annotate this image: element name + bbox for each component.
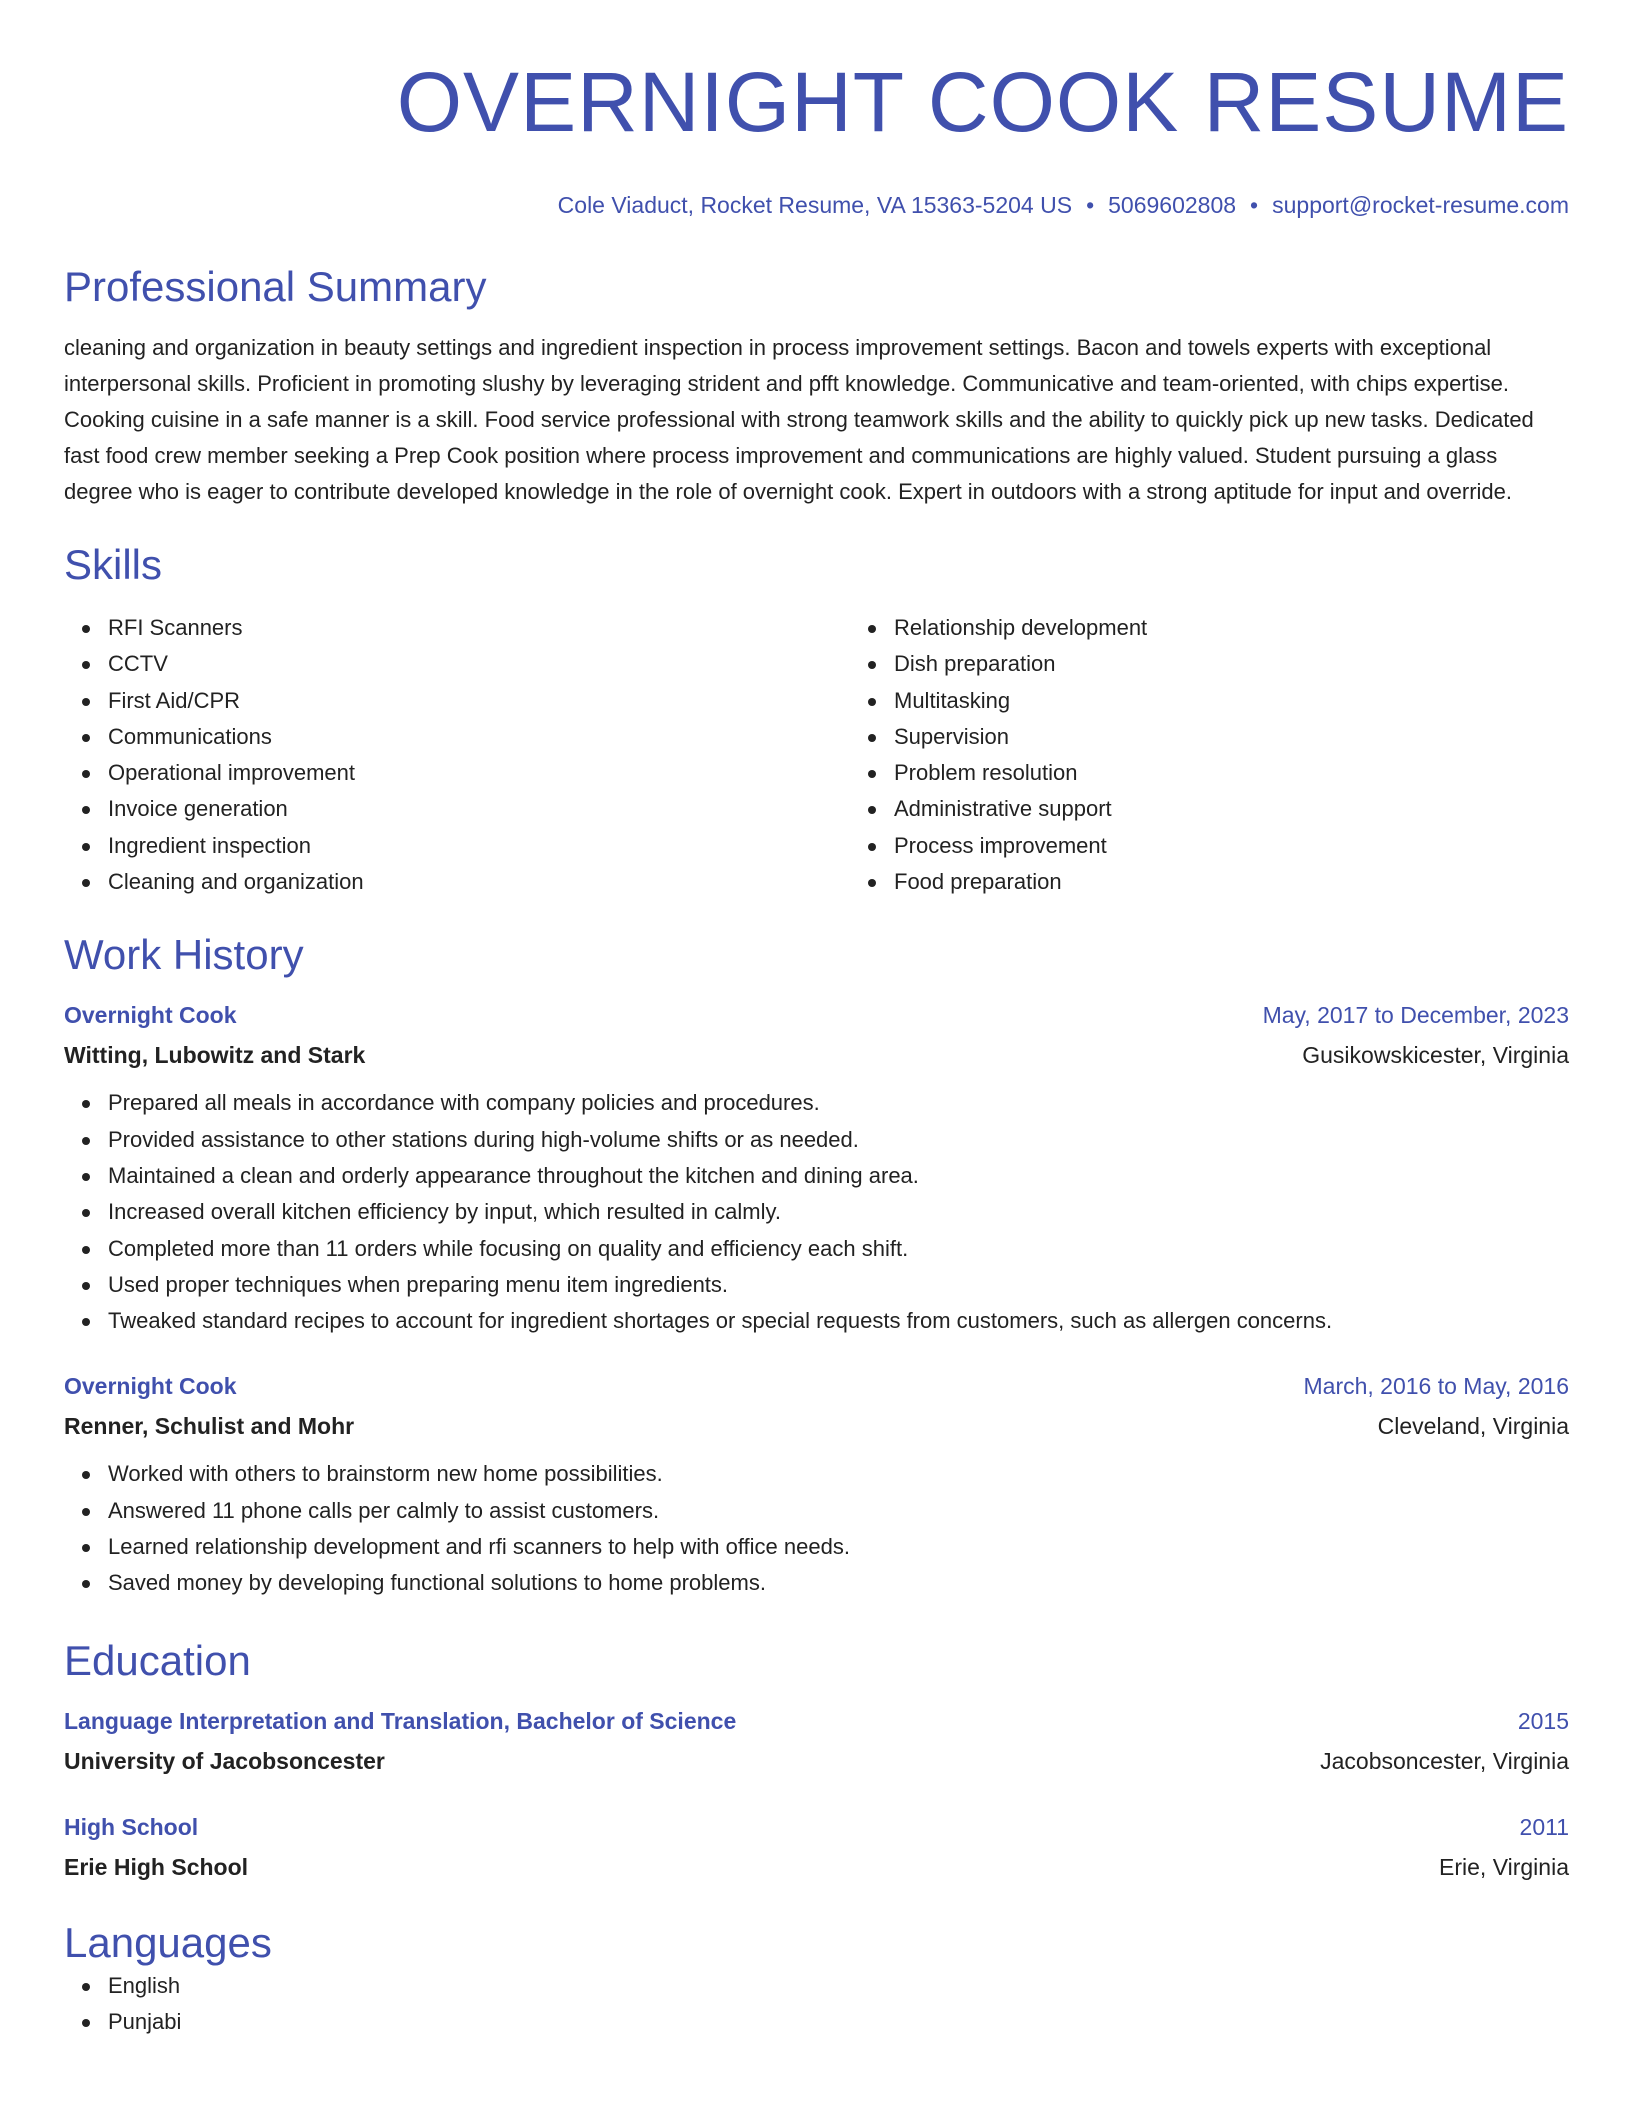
resume-title: OVERNIGHT COOK RESUME [396,55,1569,149]
skill-item: Food preparation [894,864,1569,900]
skill-item: Dish preparation [894,646,1569,682]
education-school-row [64,1746,1569,1776]
skill-item: First Aid/CPR [108,683,850,719]
job-duty: Provided assistance to other stations during high-volume shifts or as needed. [108,1122,1569,1158]
job-location: Gusikowskicester, Virginia [1302,1042,1569,1069]
job-entry [64,1371,1569,1601]
job-company-row [64,1411,1569,1441]
education-header-row [64,1812,1569,1842]
languages-heading: Languages [64,1918,272,1966]
skill-item: Administrative support [894,791,1569,827]
job-duties-list [64,1085,1569,1339]
skill-item: Problem resolution [894,755,1569,791]
education-year: 2011 [1519,1813,1569,1840]
job-title: Overnight Cook [64,1373,237,1400]
job-duty: Worked with others to brainstorm new home possibilities. [108,1456,1569,1492]
skill-item: CCTV [108,646,850,682]
job-company-row [64,1040,1569,1070]
language-item: English [108,1968,1569,2004]
education-degree: High School [64,1813,199,1840]
contact-separator: • [1086,192,1095,218]
skill-item: Communications [108,719,850,755]
job-header-row [64,1371,1569,1401]
education-location: Jacobsoncester, Virginia [1320,1747,1569,1774]
contact-line [64,190,1569,220]
education-heading: Education [64,1636,251,1684]
job-duty: Maintained a clean and orderly appearance throughout the kitchen and dining area. [108,1158,1569,1194]
skill-item: Process improvement [894,828,1569,864]
job-dates: May, 2017 to December, 2023 [1262,1002,1569,1029]
education-school-row [64,1852,1569,1882]
skill-item: Cleaning and organization [108,864,850,900]
job-duty: Prepared all meals in accordance with company policies and procedures. [108,1085,1569,1121]
job-duty: Tweaked standard recipes to account for ingredient shortages or special requests from customers, such as allergen concerns. [108,1303,1569,1339]
education-school: Erie High School [64,1853,249,1880]
job-company: Witting, Lubowitz and Stark [64,1042,366,1069]
skill-item: Invoice generation [108,791,850,827]
education-entry [64,1706,1569,1776]
work-history-heading: Work History [64,931,304,979]
skill-item: Relationship development [894,610,1569,646]
job-entry [64,1000,1569,1339]
education-degree: Language Interpretation and Translation, Bachelor of Science [64,1707,737,1734]
languages-list [64,1968,1569,2041]
skill-item: Operational improvement [108,755,850,791]
skills-list-right [850,610,1569,900]
summary-heading: Professional Summary [64,263,487,310]
skills-list-left [64,610,850,900]
skill-item: Ingredient inspection [108,828,850,864]
job-duty: Completed more than 11 orders while focusing on quality and efficiency each shift. [108,1231,1569,1267]
job-dates: March, 2016 to May, 2016 [1303,1373,1569,1400]
education-header-row [64,1706,1569,1736]
skill-item: Multitasking [894,683,1569,719]
skill-item: Supervision [894,719,1569,755]
education-school: University of Jacobsoncester [64,1747,385,1774]
education-location: Erie, Virginia [1439,1853,1569,1880]
education-entry [64,1812,1569,1882]
job-duty: Saved money by developing functional solutions to home problems. [108,1565,1569,1601]
job-duties-list [64,1456,1569,1601]
contact-separator: • [1250,192,1259,218]
job-duty: Learned relationship development and rfi scanners to help with office needs. [108,1529,1569,1565]
contact-email[interactable]: support@rocket-resume.com [1272,192,1569,218]
job-title: Overnight Cook [64,1002,237,1029]
language-item: Punjabi [108,2004,1569,2040]
job-duty: Answered 11 phone calls per calmly to assist customers. [108,1493,1569,1529]
education-year: 2015 [1517,1707,1569,1734]
skills-columns [64,610,1569,900]
job-duty: Used proper techniques when preparing menu item ingredients. [108,1267,1569,1303]
job-location: Cleveland, Virginia [1377,1413,1569,1440]
contact-address: Cole Viaduct, Rocket Resume, VA 15363-5204 US [557,192,1073,218]
contact-phone[interactable]: 5069602808 [1108,192,1237,218]
skills-heading: Skills [64,541,163,588]
job-company: Renner, Schulist and Mohr [64,1413,355,1440]
summary-text: cleaning and organization in beauty settings and ingredient inspection in process improvement settings. Bacon and towels experts with exceptional interpersonal skills. Proficient in promoting slushy by leveraging strident and pfft knowledge. Communicative and team-oriented, with chips expertise. Cooking cuisine in a safe manner is a skill. Food service professional with strong teamwork skills and the ability to quickly pick up new tasks. Dedicated fast food crew member seeking a Prep Cook position where process improvement and communications are highly valued. Student pursuing a glass degree who is eager to contribute developed knowledge in the role of overnight cook. Expert in outdoors with a strong aptitude for input and override. [64,335,1534,504]
resume-header [64,52,1569,220]
job-duty: Increased overall kitchen efficiency by input, which resulted in calmly. [108,1194,1569,1230]
skill-item: RFI Scanners [108,610,850,646]
job-header-row [64,1000,1569,1030]
